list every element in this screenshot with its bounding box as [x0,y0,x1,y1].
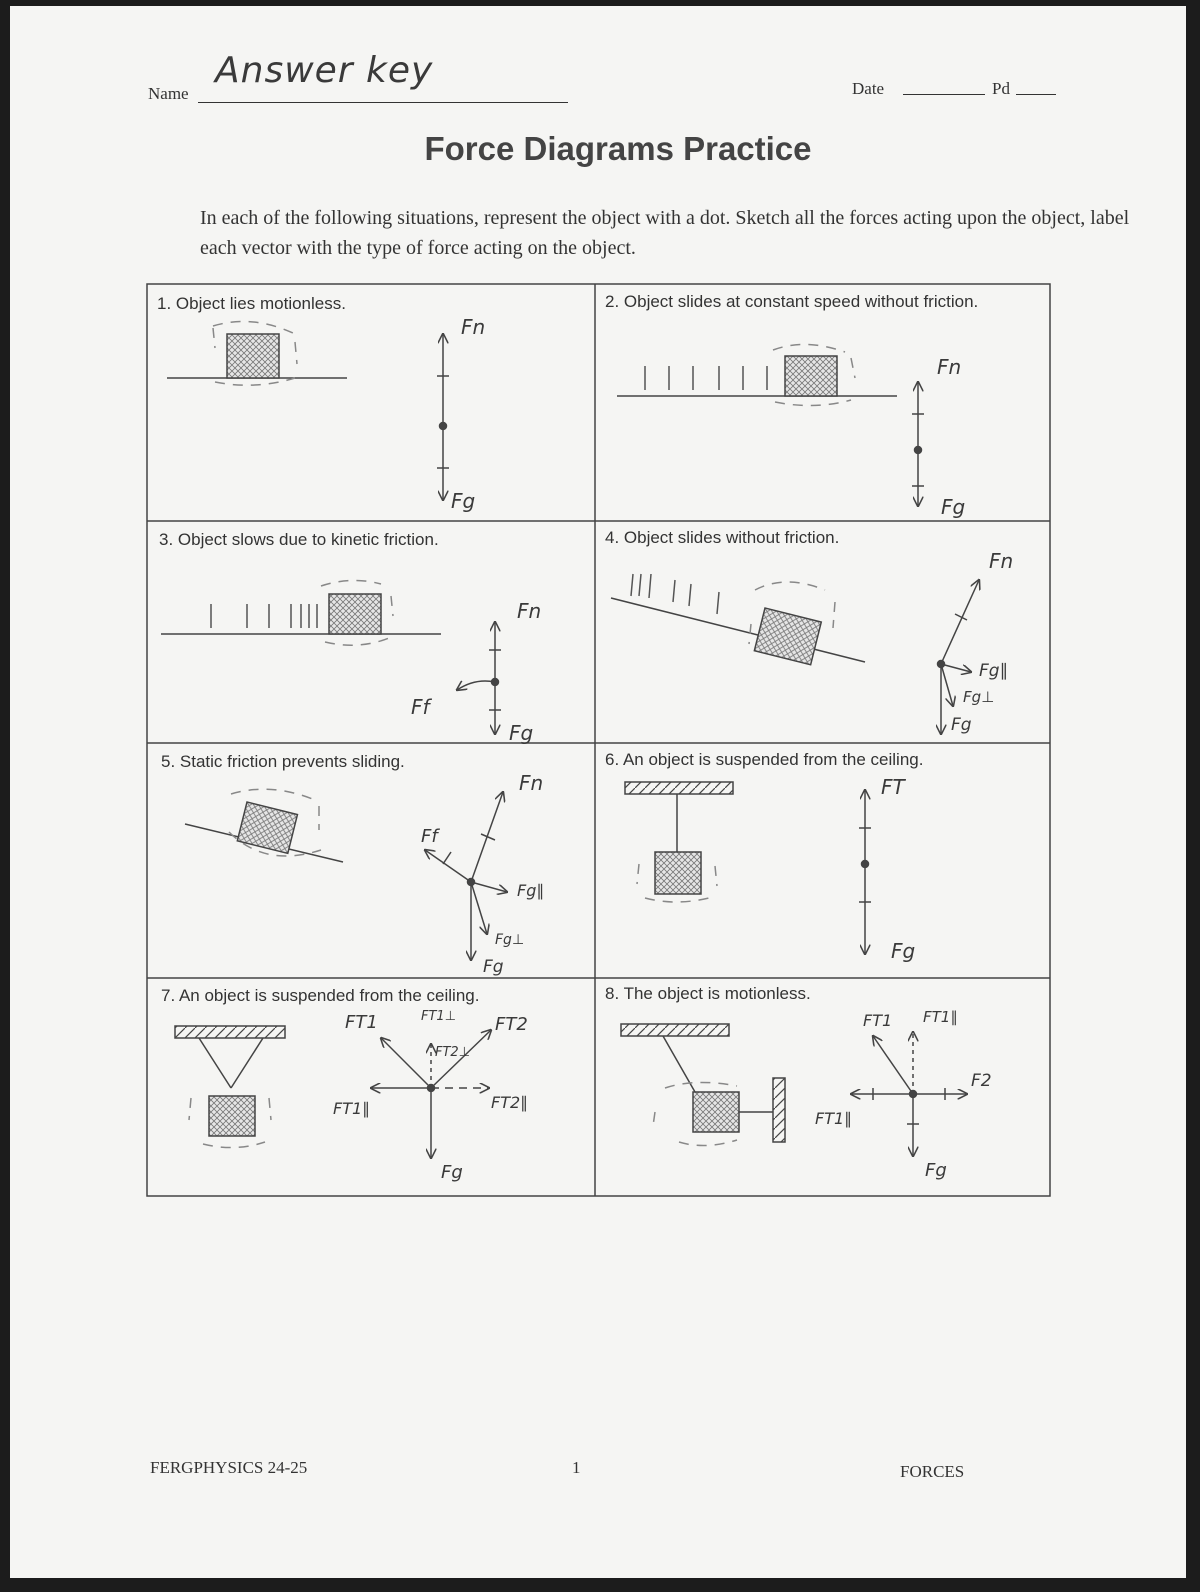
date-label: Date [852,79,885,98]
p5-fgperp-label: Fg⊥ [495,932,525,948]
diagram-canvas [145,278,1055,1198]
p1-fg-label: Fg [451,489,476,513]
p4-fgperp-label: Fg⊥ [963,688,995,706]
problem-4-diagram [611,574,979,734]
pd-label: Pd [992,79,1010,98]
p3-ff-label: Ff [411,695,430,719]
p8-ft1par-label: FT1∥ [923,1008,958,1026]
p8-f2-label: F2 [971,1071,992,1091]
p7-ft1-label: FT1 [345,1012,378,1033]
problem-6-label: 6. An object is suspended from the ceiling. [605,750,924,769]
problem-2-label: 2. Object slides at constant speed without friction. [605,292,979,311]
p8-ft1-label: FT1 [863,1011,893,1030]
name-label: Name [148,84,189,103]
problem-grid [145,278,1055,1198]
footer-right: FORCES [900,1462,965,1481]
problem-7-label: 7. An object is suspended from the ceiling. [161,986,480,1005]
p5-fn-label: Fn [519,771,544,795]
problem-4-label: 4. Object slides without friction. [605,528,840,547]
p6-ft-label: FT [881,775,905,799]
p4-fgpar-label: Fg∥ [979,661,1009,681]
p4-fn-label: Fn [989,549,1014,573]
problem-3-diagram [161,580,501,734]
p3-fg-label: Fg [509,721,534,745]
p5-fg-label: Fg [483,957,504,977]
problem-1-diagram [167,322,449,501]
problem-5-label: 5. Static friction prevents sliding. [161,752,405,771]
p7-ft1perp-label: FT1⊥ [421,1009,457,1024]
name-value: Answer key [215,50,434,91]
p7-ft2perp-label: FT2⊥ [435,1045,471,1060]
p6-fg-label: Fg [891,939,916,963]
p8-fg-label: Fg [925,1160,947,1181]
problem-6-diagram [625,782,871,954]
problem-2-diagram [617,344,924,506]
problem-8-diagram [621,1024,967,1156]
name-line [198,98,568,103]
worksheet-page [10,6,1186,1578]
page-number: 1 [572,1458,581,1477]
p7-ft2-label: FT2 [495,1014,528,1035]
date-line [903,94,985,95]
p8-ft1par-left-label: FT1∥ [815,1109,853,1128]
p1-fn-label: Fn [461,315,486,339]
p5-ff-label: Ff [421,826,438,847]
footer-left: FERGPHYSICS 24-25 [150,1458,308,1477]
problem-8-label: 8. The object is motionless. [605,984,811,1003]
problem-3-label: 3. Object slows due to kinetic friction. [159,530,439,549]
problem-1-label: 1. Object lies motionless. [157,294,346,313]
page-title: Force Diagrams Practice [424,130,812,167]
p2-fn-label: Fn [937,355,962,379]
p7-ft1par-label: FT1∥ [333,1099,371,1118]
problem-5-diagram [185,789,507,960]
p5-fgpar-label: Fg∥ [517,881,545,900]
pd-line [1016,94,1056,95]
p7-fg-label: Fg [441,1162,463,1183]
p7-ft2par-label: FT2∥ [491,1093,529,1112]
instructions: In each of the following situations, represent the object with a dot. Sketch all the forces acting upon the object, label each vector with the type of force acting on the object. [200,207,1130,259]
grid-lines [147,284,1050,1196]
p3-fn-label: Fn [517,599,542,623]
p2-fg-label: Fg [941,495,966,519]
p4-fg-label: Fg [951,715,972,735]
